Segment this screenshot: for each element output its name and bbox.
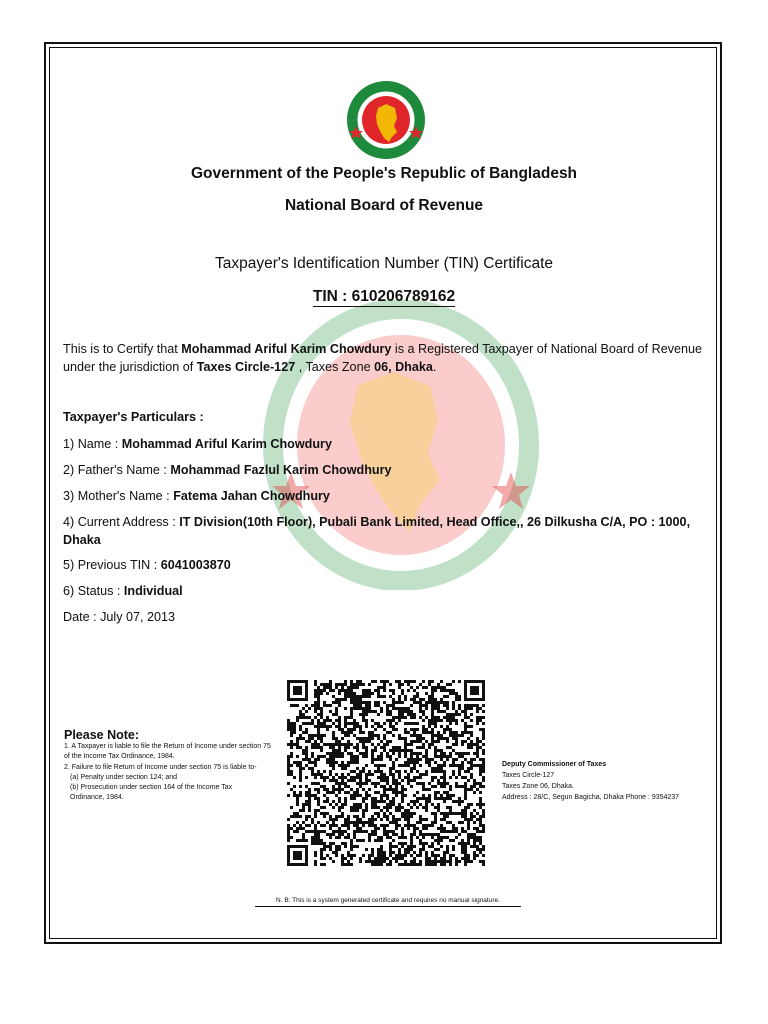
signatory-circle: Taxes Circle-127 (502, 772, 555, 779)
board-title: National Board of Revenue (284, 197, 484, 214)
qr-modules (287, 680, 485, 866)
qr-finder-pattern (287, 680, 308, 701)
taxes-circle: Taxes Circle-127 (196, 360, 296, 374)
particular-address: 4) Current Address : IT Division(10th Floor), Pubali Bank Limited, Head Office,, 26 Dilkusha C/A, PO : 1000, Dhaka (63, 515, 691, 547)
particular-name: 1) Name : Mohammad Ariful Karim Chowdury (63, 437, 332, 451)
please-note (64, 730, 278, 803)
qr-finder-pattern (287, 845, 308, 866)
particular-previous-tin: 5) Previous TIN : 6041003870 (63, 558, 231, 572)
qr-finder-pattern (464, 680, 485, 701)
government-title: Government of the People's Republic of Bangladesh (190, 165, 578, 182)
certificate-title: Taxpayer's Identification Number (TIN) Certificate (214, 255, 554, 272)
signatory-address: Address : 28/C, Segun Bagicha, Dhaka Phone : 9354237 (502, 794, 680, 801)
tin-number: TIN : 610206789162 (312, 288, 456, 305)
taxpayer-name: Mohammad Ariful Karim Chowdury (181, 342, 392, 356)
certify-paragraph: This is to Certify that Mohammad Ariful Karim Chowdury is a Registered Taxpayer of National Board of Revenue under the jurisdiction of Taxes Circle-127 , Taxes Zone 06, Dhaka. (63, 342, 703, 374)
certificate-date: Date : July 07, 2013 (63, 610, 176, 624)
note-line-2: 2. Failure to file Return of Income under section 75 is liable to- (64, 763, 257, 771)
signatory-title: Deputy Commissioner of Taxes (502, 761, 607, 768)
particular-status: 6) Status : Individual (63, 584, 183, 598)
particular-mother-name: 3) Mother's Name : Fatema Jahan Chowdhury (63, 489, 330, 503)
taxes-zone: 06, Dhaka (374, 360, 433, 374)
note-heading: Please Note: (64, 728, 140, 742)
particular-father-name: 2) Father's Name : Mohammad Fazlul Karim Chowdhury (63, 463, 392, 477)
particulars-heading: Taxpayer's Particulars : (63, 410, 204, 424)
note-line-4: (b) Prosecution under section 164 of the Income Tax Ordinance, 1984. (70, 784, 233, 802)
note-line-3: (a) Penalty under section 124; and (70, 773, 178, 781)
signatory-block (502, 759, 712, 803)
system-generated-note: N. B: This is a system generated certificate and requires no manual signature. (255, 897, 521, 907)
government-seal (346, 80, 426, 160)
signatory-zone: Taxes Zone 06, Dhaka. (502, 783, 574, 790)
qr-code (287, 680, 485, 866)
note-line-1: 1. A Taxpayer is liable to file the Return of Income under section 75 of the Income Tax Ordinance, 1984. (64, 743, 271, 761)
